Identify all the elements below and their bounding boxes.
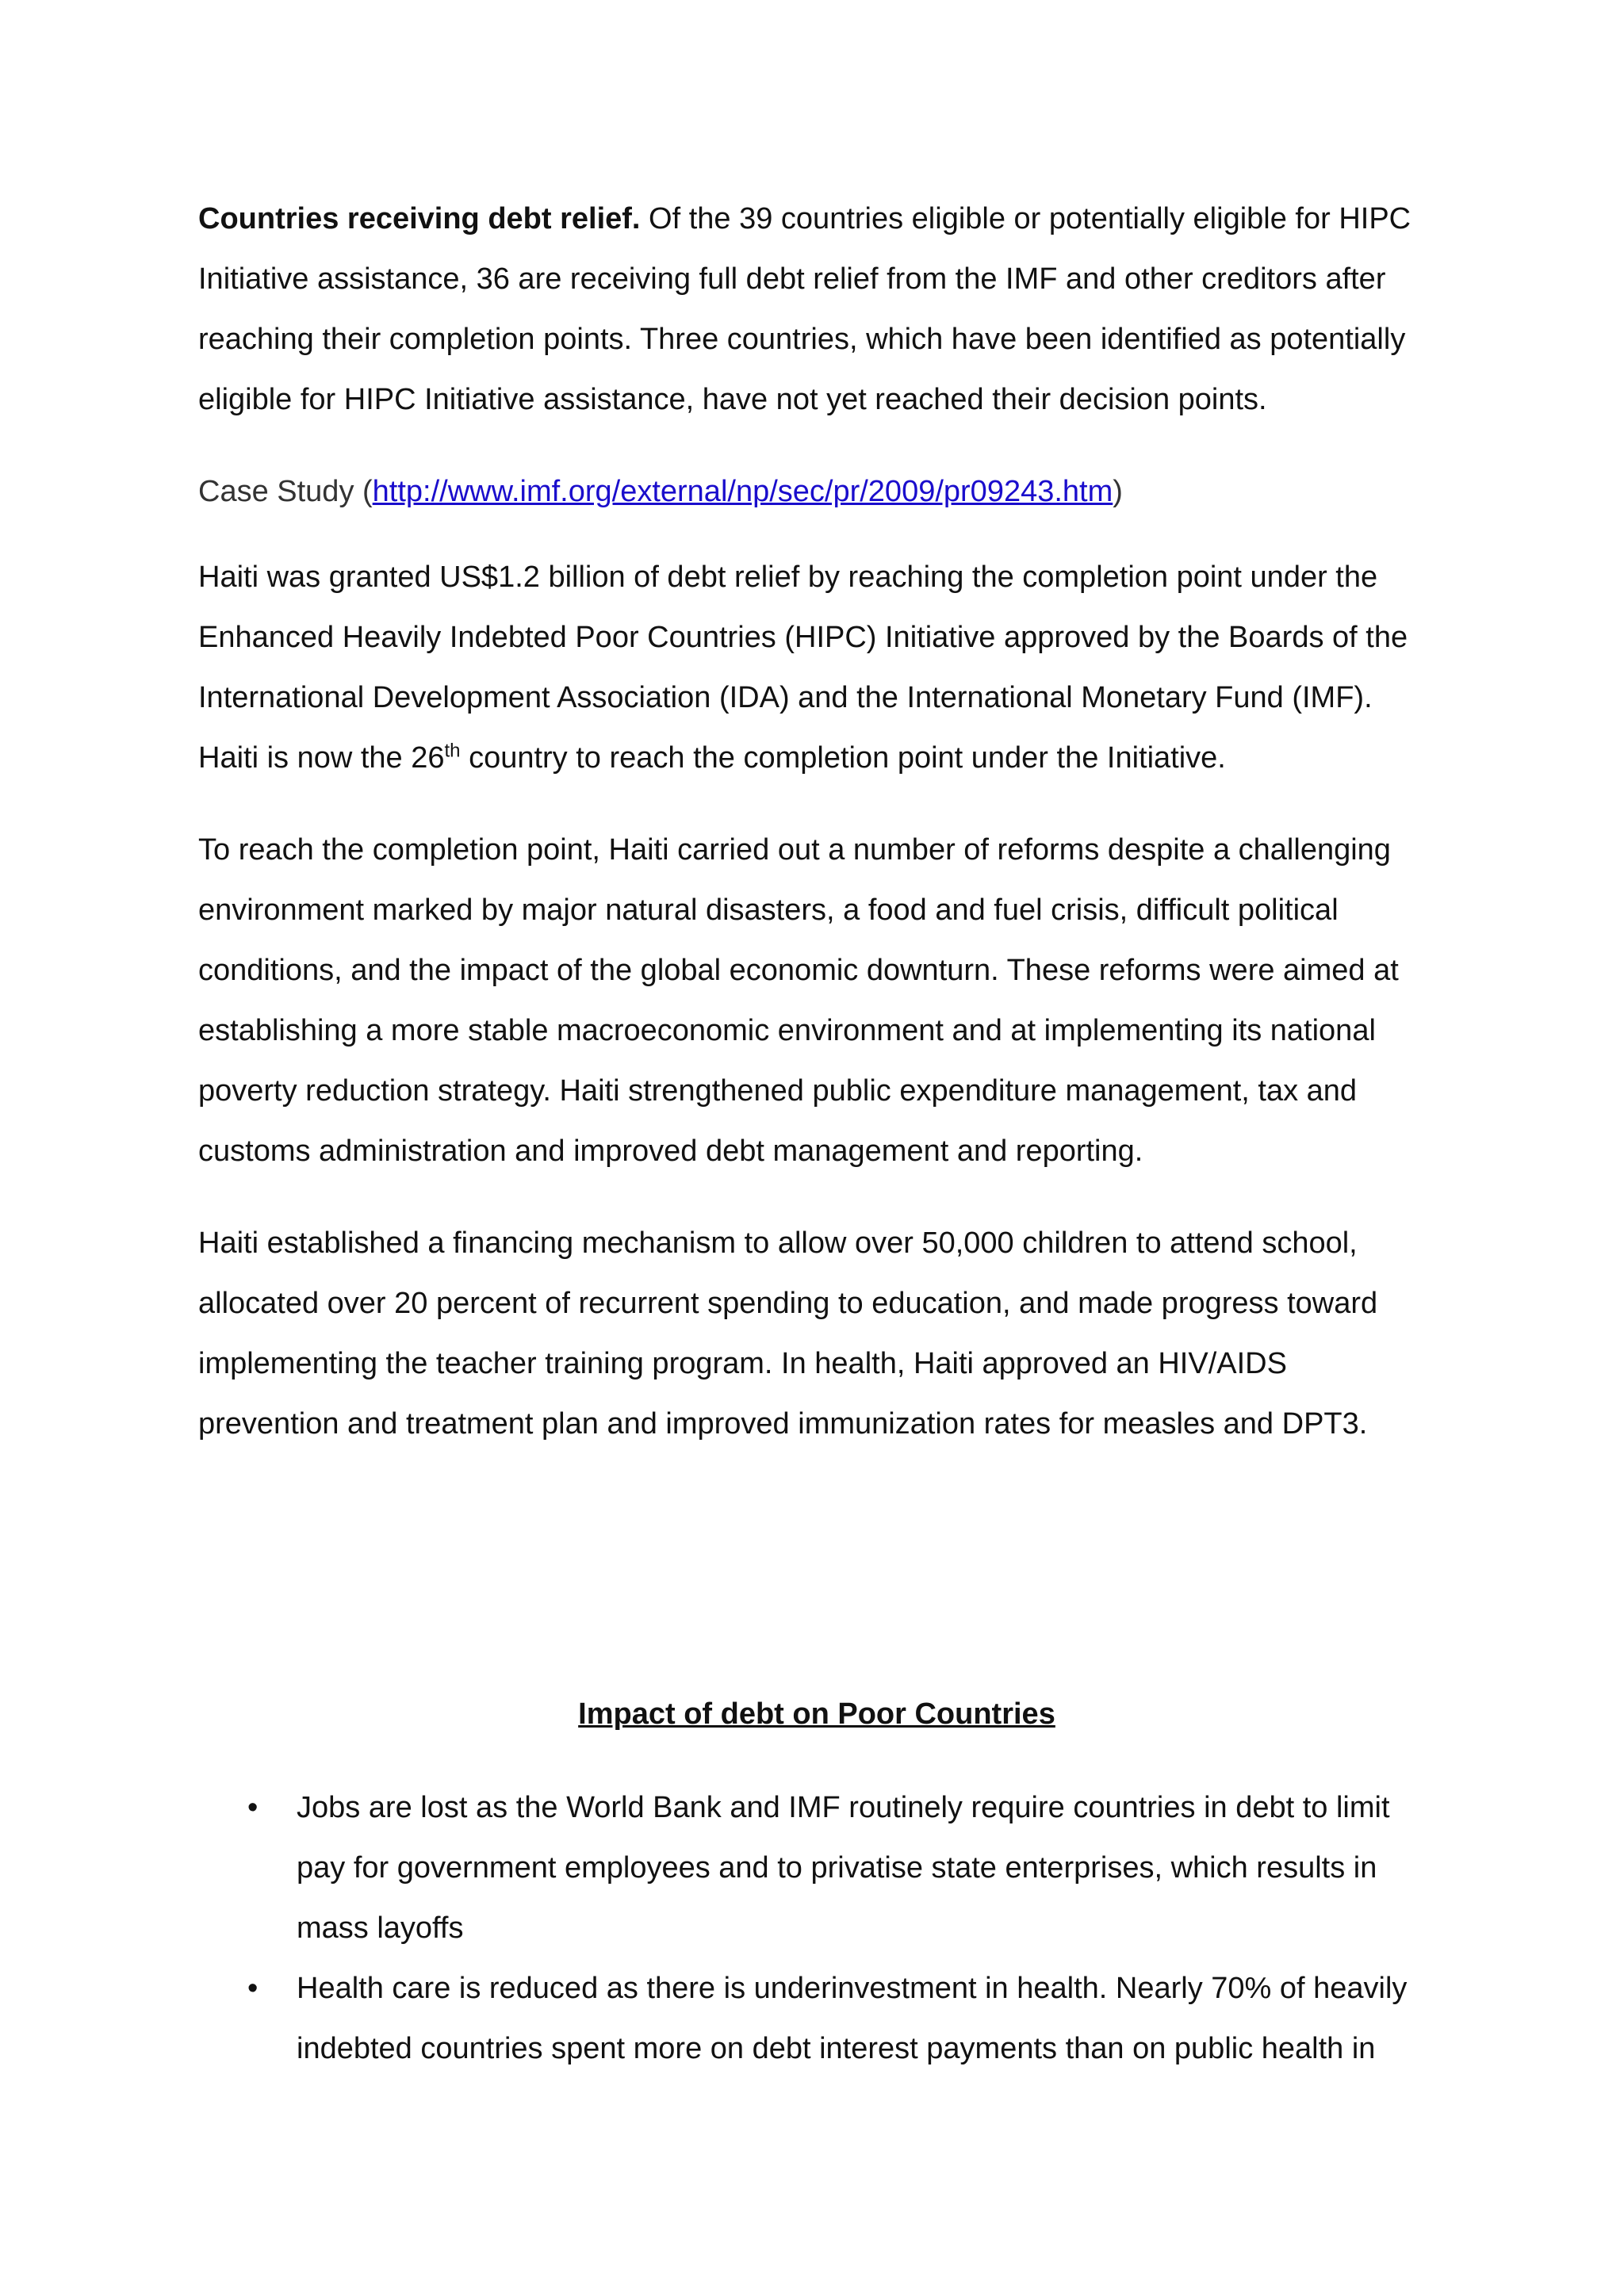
list-item — [198, 1958, 1435, 2079]
case-study-line — [198, 461, 1435, 522]
bullet-text: Health care is reduced as there is underinvestment in health. Nearly 70% of heavily indebted countries spent more on debt interest payments than on public health in — [297, 1972, 1408, 2065]
debt-relief-paragraph — [198, 189, 1435, 430]
case-study-link[interactable]: http://www.imf.org/external/np/sec/pr/2009/pr09243.htm — [372, 475, 1113, 508]
education-health-paragraph: Haiti established a financing mechanism to allow over 50,000 children to attend school, allocated over 20 percent of recurrent spending to education, and made progress toward implementing the teacher training program. In health, Haiti approved an HIV/AIDS prevention and treatment plan and improved immunization rates for measles and DPT3. — [198, 1226, 1378, 1441]
haiti-relief-paragraph — [198, 547, 1435, 788]
bullet-icon: • — [247, 1972, 259, 2005]
document-page — [198, 189, 1435, 2079]
haiti-relief-text: Haiti was granted US$1.2 billion of debt relief by reaching the completion point under the Enhanced Heavily Indebted Poor Countries (HIPC) Initiative approved by the Boards of the International Development Association (IDA) and the International Monetary Fund (IMF). Haiti is now the 26 — [198, 561, 1408, 775]
debt-relief-text: Of the 39 countries eligible or potentially eligible for HIPC Initiative assistance, 36 are receiving full debt relief from the IMF and other creditors after reaching their completion points. Three countries, which have been identified as potentially eligible for HIPC Initiative assistance, have not yet reached their decision points. — [198, 202, 1411, 416]
haiti-relief-text-end: country to reach the completion point under the Initiative. — [460, 741, 1226, 775]
bullet-icon: • — [247, 1791, 259, 1824]
case-study-close: ) — [1113, 475, 1123, 508]
reforms-paragraph: To reach the completion point, Haiti carried out a number of reforms despite a challenging environment marked by major natural disasters, a food and fuel crisis, difficult political conditions, and the impact of the global economic downturn. These reforms were aimed at establishing a more stable macroeconomic environment and at implementing its national poverty reduction strategy. Haiti strengthened public expenditure management, tax and customs administration and improved debt management and reporting. — [198, 833, 1399, 1168]
case-study-label: Case Study ( — [198, 475, 373, 508]
bullet-text: Jobs are lost as the World Bank and IMF routinely require countries in debt to limit pay for government employees and to privatise state enterprises, which results in mass layoffs — [297, 1791, 1390, 1945]
list-item — [198, 1777, 1435, 1958]
debt-relief-lead: Countries receiving debt relief. — [198, 202, 641, 235]
ordinal-suffix: th — [444, 740, 461, 762]
impact-heading: Impact of debt on Poor Countries — [578, 1697, 1055, 1731]
impact-bullet-list — [198, 1777, 1435, 2079]
